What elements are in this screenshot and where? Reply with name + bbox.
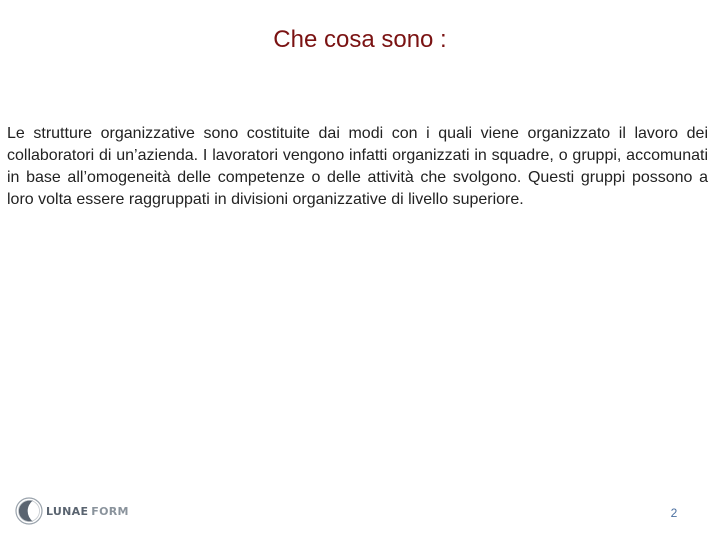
slide-body-text: Le strutture organizzative sono costituite dai modi con i quali viene organizzato il lavoro dei collaboratori di un’azienda. I lavoratori vengono infatti organizzati in squadre, o gruppi, accomunati in base all’omogeneità delle competenze o delle attività che svolgono. Questi gruppi possono a loro volta essere raggruppati in divisioni organizzative di livello superiore. <box>7 125 708 208</box>
lunae-form-logo <box>14 495 129 527</box>
slide-title: Che cosa sono : <box>273 26 447 53</box>
logo-wordmark <box>46 505 129 518</box>
logo-word-form: FORM <box>91 504 129 518</box>
crescent-moon-icon <box>14 496 44 526</box>
logo-word-lunae: LUNAE <box>46 504 89 518</box>
page-number: 2 <box>670 506 678 520</box>
